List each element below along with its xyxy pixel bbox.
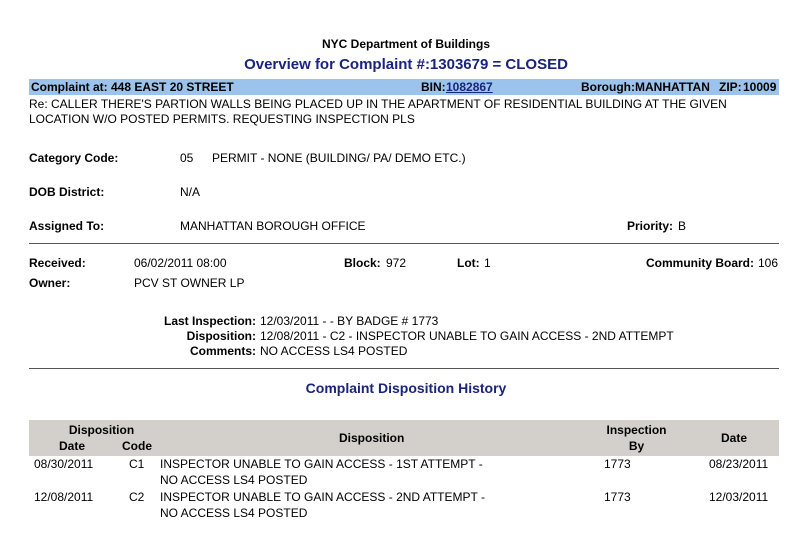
borough-label: Borough: <box>581 80 635 94</box>
row-disposition-cont: NO ACCESS LS4 POSTED <box>160 473 308 487</box>
category-description: PERMIT - NONE (BUILDING/ PA/ DEMO ETC.) <box>212 151 466 165</box>
header-inspection: Inspection <box>606 423 667 437</box>
row-date: 08/30/2011 <box>34 457 94 471</box>
lot-value: 1 <box>484 256 491 270</box>
row-disposition: INSPECTOR UNABLE TO GAIN ACCESS - 1ST ATTEMPT - <box>160 457 483 471</box>
row-code: C2 <box>129 490 145 504</box>
priority-label: Priority: <box>627 219 674 233</box>
owner-label: Owner: <box>29 276 71 290</box>
header-code: Code <box>122 439 152 453</box>
owner-value: PCV ST OWNER LP <box>134 276 245 290</box>
header-inspection-by: By <box>628 439 645 453</box>
history-title: Complaint Disposition History <box>305 380 507 396</box>
header-date: Date <box>59 439 86 453</box>
dob-district-label: DOB District: <box>29 185 105 199</box>
comments-label: Comments: <box>189 344 256 358</box>
bin-link[interactable]: 1082867 <box>446 80 493 94</box>
agency-name: NYC Department of Buildings <box>321 37 490 51</box>
priority-value: B <box>678 219 687 233</box>
row-disposition: INSPECTOR UNABLE TO GAIN ACCESS - 2ND ATTEMPT - <box>160 490 485 504</box>
assigned-to-label: Assigned To: <box>29 219 105 233</box>
header-inspection-date: Date <box>721 431 748 445</box>
history-table-header <box>29 420 779 456</box>
block-value: 972 <box>386 256 407 270</box>
last-inspection-value: 12/03/2011 - - BY BADGE # 1773 <box>260 314 439 328</box>
row-inspection-date: 12/03/2011 <box>709 490 769 504</box>
row-inspection-by: 1773 <box>604 457 631 471</box>
received-label: Received: <box>29 256 86 270</box>
row-inspection-by: 1773 <box>604 490 631 504</box>
complaint-description: Re: CALLER THERE'S PARTION WALLS BEING PLACED UP IN THE APARTMENT OF RESIDENTIAL BUILDING AT THE GIVEN LOCATION W/O POSTED PERMITS. REQUESTING INSPECTION PLS <box>29 97 727 126</box>
category-code-label: Category Code: <box>29 151 119 165</box>
row-date: 12/08/2011 <box>34 490 94 504</box>
header-disposition: Disposition <box>339 431 405 445</box>
page-title: Overview for Complaint #:1303679 = CLOSED <box>244 56 568 73</box>
zip-label: ZIP: <box>719 80 742 94</box>
divider <box>29 243 779 244</box>
lot-label: Lot: <box>457 256 480 270</box>
disposition-label: Disposition: <box>186 329 256 343</box>
header-disposition-group: Disposition <box>68 423 135 437</box>
last-inspection-label: Last Inspection: <box>163 314 256 328</box>
comments-value: NO ACCESS LS4 POSTED <box>260 344 408 358</box>
assigned-to-value: MANHATTAN BOROUGH OFFICE <box>180 219 366 233</box>
row-disposition-cont: NO ACCESS LS4 POSTED <box>160 506 308 520</box>
complaint-at-label: Complaint at: <box>31 80 108 94</box>
divider <box>29 368 779 369</box>
address-bar <box>29 79 779 95</box>
row-code: C1 <box>129 457 145 471</box>
complaint-address: 448 EAST 20 STREET <box>111 80 234 94</box>
row-inspection-date: 08/23/2011 <box>709 457 769 471</box>
community-board-value: 106 <box>758 256 779 270</box>
disposition-value: 12/08/2011 - C2 - INSPECTOR UNABLE TO GAIN ACCESS - 2ND ATTEMPT <box>260 329 674 343</box>
borough-value: MANHATTAN <box>635 80 710 94</box>
received-value: 06/02/2011 08:00 <box>134 256 227 270</box>
block-label: Block: <box>344 256 381 270</box>
bin-label: BIN: <box>421 80 446 94</box>
dob-district-value: N/A <box>180 185 201 199</box>
zip-value: 10009 <box>743 80 777 94</box>
community-board-label: Community Board: <box>646 256 754 270</box>
category-code-value: 05 <box>180 151 194 165</box>
